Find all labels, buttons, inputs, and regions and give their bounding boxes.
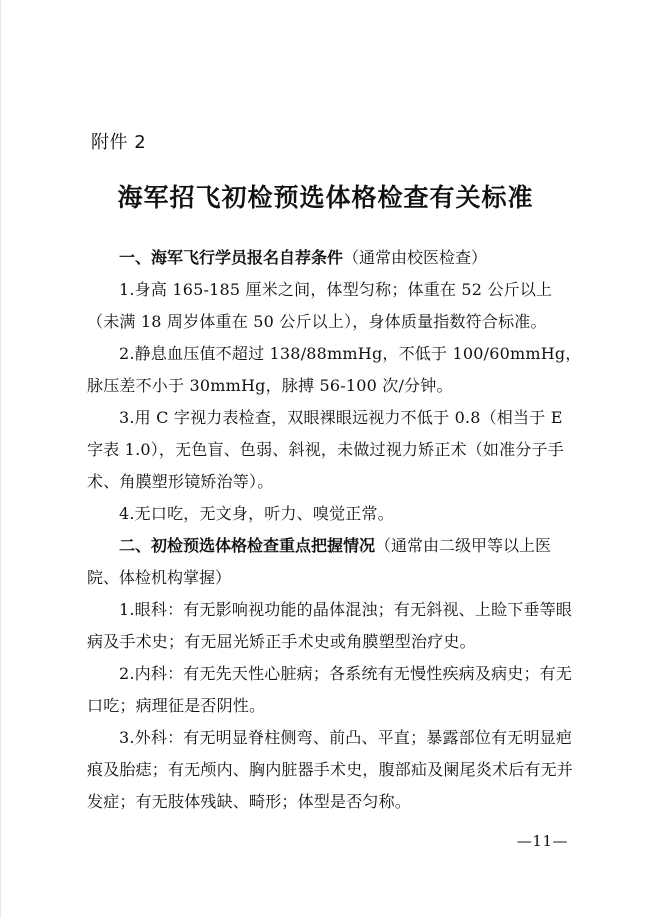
page-number: —11— xyxy=(516,832,568,850)
paragraph-1-2: 2.静息血压值不超过 138/88mmHg，不低于 100/60mmHg，脉压差不小于 30mmHg，脉搏 56-100 次/分钟。 xyxy=(87,344,582,395)
paragraph-2-2: 2.内科：有无先天性心脏病；各系统有无慢性疾病及病史；有无口吃；病理征是否阴性。 xyxy=(87,664,573,715)
paragraph-1-1: 1.身高 165-185 厘米之间，体型匀称；体重在 52 公斤以上（未满 18 周岁体重在 50 公斤以上），身体质量指数符合标准。 xyxy=(87,280,553,331)
paragraph-1-3: 3.用 C 字视力表检查，双眼裸眼远视力不低于 0.8（相当于 E 字表 1.0），无色盲、色弱、斜视，未做过视力矫正术（如准分子手术、角膜塑形镜矫治等）。 xyxy=(87,408,564,491)
section-heading-note: （通常由二级甲等以上医院、体检机构掌握） xyxy=(87,536,552,587)
paragraph-2-3: 3.外科：有无明显脊柱侧弯、前凸、平直；暴露部位有无明显疤痕及胎痣；有无颅内、胸内脏器手术史，腹部疝及阑尾炎术后有无并发症；有无肢体残缺、畸形；体型是否匀称。 xyxy=(87,728,574,811)
section-heading-note: （通常由校医检查） xyxy=(343,248,488,267)
attachment-label: 附件 2 xyxy=(91,132,147,153)
document-title: 海军招飞初检预选体格检查有关标准 xyxy=(117,183,534,212)
document-body xyxy=(87,242,583,818)
paragraph-1-4: 4.无口吃，无文身，听力、嗅觉正常。 xyxy=(119,504,394,523)
section-heading-1 xyxy=(87,242,583,274)
section-heading-text: 一、海军飞行学员报名自荐条件 xyxy=(119,248,344,267)
section-heading-2 xyxy=(87,530,583,594)
paragraph-2-1: 1.眼科：有无影响视功能的晶体混浊；有无斜视、上睑下垂等眼病及手术史；有无屈光矫正手术史或角膜塑型治疗史。 xyxy=(87,600,573,651)
section-heading-text: 二、初检预选体格检查重点把握情况 xyxy=(119,536,376,555)
